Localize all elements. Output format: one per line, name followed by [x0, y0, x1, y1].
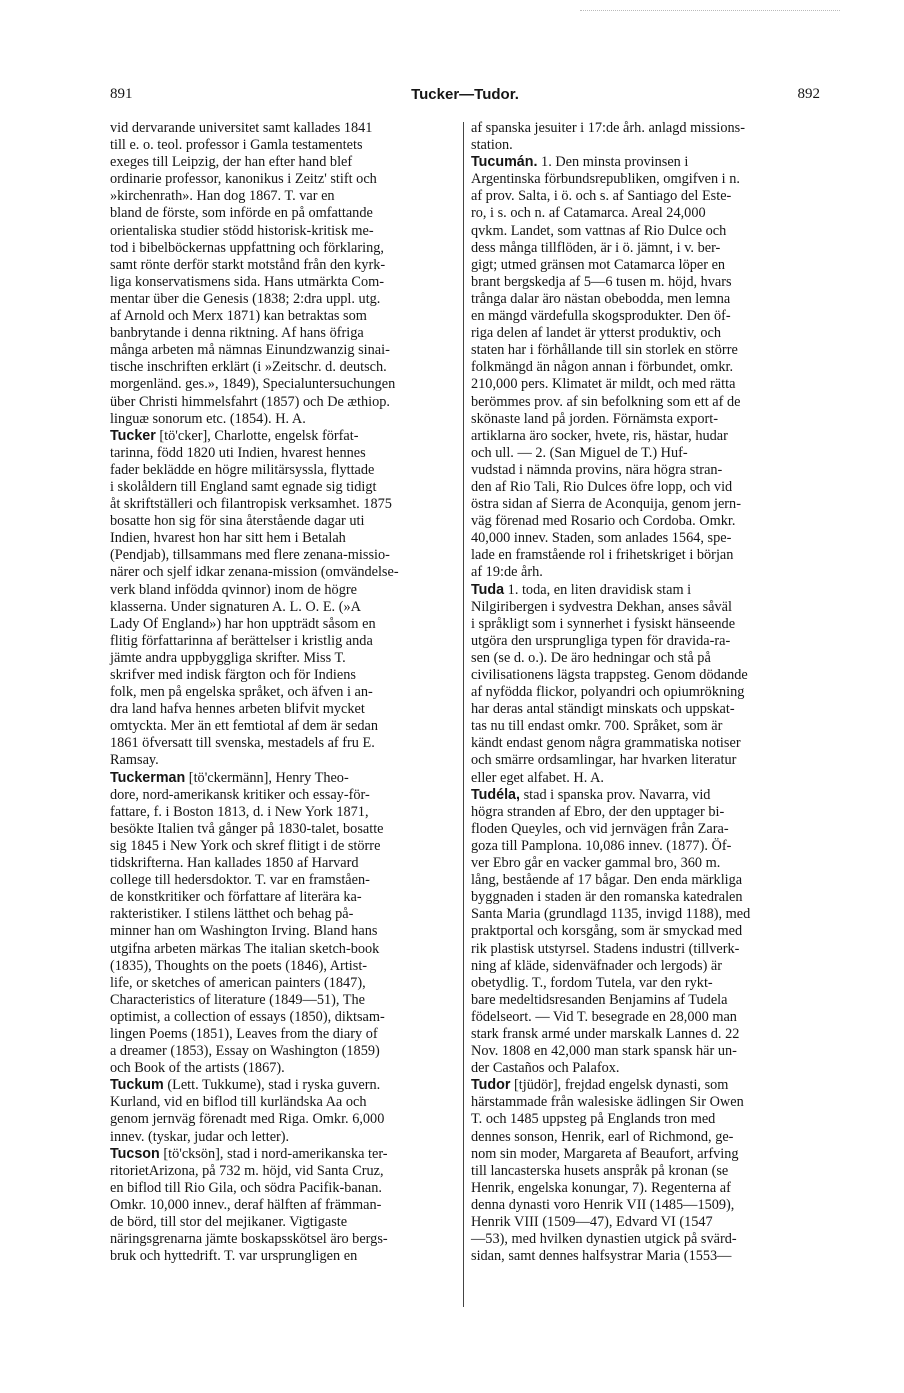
text-line: 40,000 innev. Staden, som anlades 1564, spe- [471, 530, 732, 547]
text-line: tod i bibelböckernas uppfattning och förklaring, [110, 239, 384, 256]
text-line: af 19:de årh. [471, 564, 543, 581]
text-line: tische inschriften erklärt (i »Zeitschr. d. deutsch. [110, 359, 387, 376]
text-line: qvkm. Landet, som vattnas af Rio Dulce och [471, 222, 727, 239]
text-line: eller eget alfabet. H. A. [471, 769, 604, 786]
text-line: närer och sjelf idkar zenana-mission (omvändelse- [110, 564, 399, 581]
text-line: 1861 öfversatt till svenska, mestadels af fru E. [110, 735, 375, 752]
text-line: ordinarie professor, kanonikus i Zeitz' stift och [110, 171, 377, 188]
text-line: obetydlig. T., fordom Tutela, var den rykt- [471, 974, 713, 991]
text-line: utgöra den ursprungliga typen för dravida-ra- [471, 632, 731, 649]
text-line: sig 1845 i New York och skref flitigt i de större [110, 837, 381, 854]
text-line: Tucson [tö'cksön], stad i nord-amerikanska ter- [110, 1145, 388, 1162]
text-line: många arbeten må nämnas Einundzwanzig sinai- [110, 342, 390, 359]
text-line: och smärre ordsamlingar, har hvarken literatur [471, 752, 737, 769]
text-line: dess många tillflöden, är i ö. jämnt, i v. ber- [471, 239, 721, 256]
text-line: artiklarna äro socker, hvete, ris, hästar, hudar [471, 427, 728, 444]
text-line: dore, nord-amerikansk kritiker och essay-för- [110, 786, 370, 803]
text-line: af spanska jesuiter i 17:de årh. anlagd missions- [471, 120, 745, 136]
text-line: kändt endast genom några grammatiska notiser [471, 735, 741, 752]
text-line: trånga dalar äro nästan obebodda, men lemna [471, 290, 731, 307]
text-line: Ramsay. [110, 752, 159, 769]
text-line: samt rönte derför starkt motstånd från den kyrk- [110, 256, 386, 273]
text-line: civilisationens lägsta trappsteg. Genom dödande [471, 667, 748, 683]
text-line: omtyckta. Mer än ett femtiotal af dem är sedan [110, 718, 378, 735]
text-line: station. [471, 137, 513, 154]
text-line: ritorietArizona, på 732 m. höjd, vid Santa Cruz, [110, 1162, 384, 1179]
page-number-right: 892 [797, 86, 820, 102]
text-line: genom jernväg förenadt med Riga. Omkr. 6,000 [110, 1111, 385, 1128]
text-line: och Book of the artists (1867). [110, 1060, 285, 1077]
text-line: de konstkritiker och författare af literära ka- [110, 889, 362, 906]
text-line: bland de förste, som införde en på omfattande [110, 205, 373, 222]
text-line: lång, bestående af 17 bågar. Den enda märkliga [471, 872, 743, 889]
entry-headword: Tucumán. [471, 154, 538, 171]
text-line: fattare, f. i Boston 1813, d. i New York 1871, [110, 803, 369, 820]
text-line: klasserna. Under signaturen A. L. O. E. (»A [110, 598, 361, 615]
text-line: floden Queyles, och vid jernvägen från Zara- [471, 820, 729, 837]
text-line: tas nu till endast omkr. 700. Språket, som är [471, 718, 723, 735]
text-line: sidan, samt dennes halfsystrar Maria (1553— [471, 1248, 732, 1265]
text-line: über Christi himmelsfahrt (1857) och De æthiop. [110, 393, 390, 410]
text-line: innev. (tyskar, judar och letter). [110, 1128, 290, 1145]
text-line: staten har i förhållande till sin storlek en större [471, 342, 738, 359]
text-line: folk, men på engelska språket, och äfven i an- [110, 684, 373, 701]
text-line: af nyfödda flickor, polyandri och opiumrökning [471, 684, 745, 701]
text-line: morgenländ. ges.», 1849), Specialuntersuchungen [110, 376, 396, 393]
text-line: brant bergskedja af 5—6 tusen m. höjd, hvars [471, 273, 732, 290]
text-line: Tuckum (Lett. Tukkume), stad i ryska guvern. [110, 1077, 381, 1094]
text-line: födelseort. — Vid T. besegrade en 28,000 man [471, 1008, 737, 1025]
text-line: 210,000 pers. Klimatet är mildt, och med rätta [471, 376, 736, 393]
text-line: bruk och hyttedrift. T. var ursprungligen en [110, 1248, 358, 1265]
text-line: Argentinska förbundsrepubliken, omgifven i n. [471, 171, 740, 188]
text-line: vid dervarande universitet samt kallades 1841 [110, 120, 373, 136]
text-line: näringsgrenarna jämte boskapsskötsel äro bergs- [110, 1231, 388, 1248]
text-line: tidskrifterna. Han kallades 1850 af Harvard [110, 855, 359, 872]
text-line: life, or sketches of american painters (1847), [110, 974, 366, 991]
page-number-left: 891 [110, 86, 133, 102]
text-line: lade en framstående rol i frihetskriget i början [471, 547, 734, 564]
text-line: tarinna, född 1820 uti Indien, hvarest hennes [110, 444, 366, 461]
text-line: denna dynasti voro Henrik VII (1485—1509), [471, 1196, 735, 1213]
text-line: till e. o. teol. professor i Gamla testamentets [110, 137, 363, 154]
text-line: der Castaños och Palafox. [471, 1060, 620, 1077]
text-line: har deras antal ständigt minskats och uppskat- [471, 701, 735, 718]
text-line: riga delen af landet är ytterst produktiv, och [471, 325, 721, 342]
text-line: af prov. Salta, i ö. och s. af Santiago del Este- [471, 188, 732, 205]
text-line: —53), med hvilken dynastien utgick på svärd- [471, 1231, 737, 1248]
text-line: (Pendjab), tillsammans med flere zenana-missio- [110, 547, 390, 564]
text-line: Nilgiribergen i sydvestra Dekhan, anses såväl [471, 598, 732, 615]
right-column [471, 120, 811, 1265]
text-line: lingen Poems (1851), Leaves from the diary of [110, 1025, 378, 1042]
text-line: Santa Maria (grundlagd 1135, invigd 1188), med [471, 906, 751, 923]
text-line: östra sidan af Sierra de Aconquija, genom jern- [471, 496, 741, 513]
text-line: en mängd värdefulla skogsprodukter. Den öf- [471, 308, 731, 325]
text-line: Characteristics of literature (1849—51), The [110, 991, 366, 1008]
entry-headword: Tuckum [110, 1077, 164, 1094]
text-line: banbrytande i denna riktning. Af hans öfriga [110, 325, 364, 342]
entry-headword: Tuckerman [110, 769, 186, 786]
text-line: och ull. — 2. (San Miguel de T.) Huf- [471, 444, 688, 461]
text-line: rakteristiker. I stilens lätthet och behag på- [110, 906, 354, 923]
text-line: verk bland infödda qvinnor) inom de högre [110, 581, 357, 598]
text-line: bosatte hon sig för sina återstående dagar uti [110, 513, 365, 530]
text-line: en biflod till Rio Gila, och södra Pacifik-banan. [110, 1179, 382, 1196]
text-line: »kirchenrath». Han dog 1867. T. var en [110, 188, 335, 205]
text-line: stark fransk armé under marskalk Lannes d. 22 [471, 1025, 740, 1042]
text-line: ver Ebro går en vacker gammal bro, 360 m. [471, 855, 721, 872]
text-line: rik plastisk utstyrsel. Stadens industri (tillverk- [471, 940, 740, 957]
running-title: Tucker—Tudor. [411, 86, 519, 103]
text-line: Lady Of England») har hon uppträdt såsom en [110, 615, 376, 632]
entry-headword: Tucker [110, 427, 156, 444]
text-line: utgifna arbeten märkas The italian sketch-book [110, 940, 380, 957]
left-column [110, 120, 450, 1265]
text-line: gigt; utmed gränsen mot Catamarca löper en [471, 256, 726, 273]
text-line: härstammade från walesiske ädlingen Sir Owen [471, 1094, 744, 1111]
text-line: väg förenad med Rosario och Cordoba. Omkr. [471, 513, 736, 530]
text-line: Omkr. 10,000 innev., deraf hälften af främman- [110, 1196, 382, 1213]
text-line: Nov. 1808 en 42,000 man stark spansk här un- [471, 1043, 737, 1060]
text-line: exeges till Leipzig, der han efter hand blef [110, 154, 353, 171]
text-line: college till hedersdoktor. T. var en framståen- [110, 872, 370, 889]
text-line: a dreamer (1853), Essay on Washington (1859) [110, 1043, 380, 1060]
text-line: mentar über die Genesis (1838; 2:dra uppl. utg. [110, 290, 381, 307]
text-line: Tuckerman [tö'ckermänn], Henry Theo- [110, 769, 349, 786]
text-line: till lancasterska husets anspråk på kronan (se [471, 1162, 729, 1179]
text-line: i skolåldern till England samt egnade sig tidigt [110, 478, 377, 495]
text-line: fader beklädde en högre militärsyssla, flyttade [110, 461, 375, 478]
text-line: de börd, till stor del mejikaner. Vigtigaste [110, 1214, 348, 1230]
text-line: besökte Italien två gånger på 1830-talet, bosatte [110, 820, 384, 837]
text-line: Henrik VIII (1509—47), Edvard VI (1547 [471, 1214, 713, 1230]
text-line: minner han om Washington Irving. Bland hans [110, 923, 378, 940]
column-divider [463, 122, 464, 1307]
text-line: jämte andra uppbyggliga skrifter. Miss T. [110, 649, 346, 666]
text-line: folkmängd än någon annan i förbundet, omkr. [471, 359, 734, 376]
text-line: Tucker [tö'cker], Charlotte, engelsk förfat- [110, 427, 359, 444]
text-line: i språkligt som i synnerhet i fysiskt hänseende [471, 615, 736, 632]
text-line: goza till Pamplona. 10,086 innev. (1877). Öf- [471, 837, 732, 854]
entry-headword: Tuda [471, 581, 505, 598]
text-line: Kurland, vid en biflod till kurländska Aa och [110, 1094, 367, 1111]
text-line: ning af kläde, sidenväfnader och lergods) är [471, 957, 723, 974]
text-line: Tucumán. 1. Den minsta provinsen i [471, 154, 689, 171]
text-line: Henrik, engelska konungar, 7). Regenterna af [471, 1179, 731, 1196]
text-line: den af Rio Tali, Rio Dulces öfre lopp, och vid [471, 478, 733, 495]
text-line: berömmes prov. af sin befolkning som ett af de [471, 393, 741, 410]
text-line: byggnaden i staden är den romanska katedralen [471, 889, 743, 906]
text-line: liga konservatismens sida. Hans utmärkta Com- [110, 273, 384, 290]
text-line: högra stranden af Ebro, der den upptager bi- [471, 803, 725, 820]
text-line: Tudéla, stad i spanska prov. Navarra, vid [471, 786, 711, 803]
entry-headword: Tudéla, [471, 786, 520, 803]
text-line: ro, i s. och n. af Catamarca. Areal 24,000 [471, 205, 706, 222]
text-line: skönaste land på jorden. Förnämsta export- [471, 410, 718, 427]
text-line: nom sin moder, Margareta af Beaufort, arfving [471, 1145, 739, 1162]
text-line: vudstad i nämnda provins, nära högra stran- [471, 461, 723, 478]
text-line: flitig författarinna af berättelser i kristlig anda [110, 632, 373, 649]
text-line: åt skriftställeri och filantropisk verksamhet. 1875 [110, 496, 392, 513]
text-line: linguæ sonorum etc. (1854). H. A. [110, 410, 306, 427]
entry-headword: Tucson [110, 1145, 160, 1162]
text-line: dra land hafva hennes arbeten blifvit mycket [110, 701, 365, 718]
text-line: dennes sonson, Henrik, earl of Richmond, ge- [471, 1128, 734, 1145]
text-line: orientaliska studier stödd historisk-kritisk me- [110, 222, 374, 239]
text-line: sen (se d. o.). De äro hedningar och stå på [471, 649, 711, 666]
text-line: Tudor [tjüdör], frejdad engelsk dynasti, som [471, 1077, 729, 1094]
text-line: optimist, a collection of essays (1850), diktsam- [110, 1008, 385, 1025]
text-line: T. och 1485 uppsteg på Englands tron med [471, 1111, 716, 1128]
entry-headword: Tudor [471, 1077, 511, 1094]
text-line: skrifver med indisk färgton och för Indiens [110, 667, 356, 683]
scan-artifact [580, 10, 840, 12]
text-line: (1835), Thoughts on the poets (1846), Artist- [110, 957, 368, 974]
text-line: praktportal och korsgång, som är smyckad med [471, 923, 743, 940]
text-line: Indien, hvarest hon har sitt hem i Betalah [110, 530, 346, 547]
text-line: bare medeltidsresanden Benjamins af Tudela [471, 991, 728, 1008]
text-line: af Arnold och Merx 1871) kan betraktas som [110, 308, 367, 325]
text-line: Tuda 1. toda, en liten dravidisk stam i [471, 581, 692, 598]
page-header [110, 86, 820, 108]
